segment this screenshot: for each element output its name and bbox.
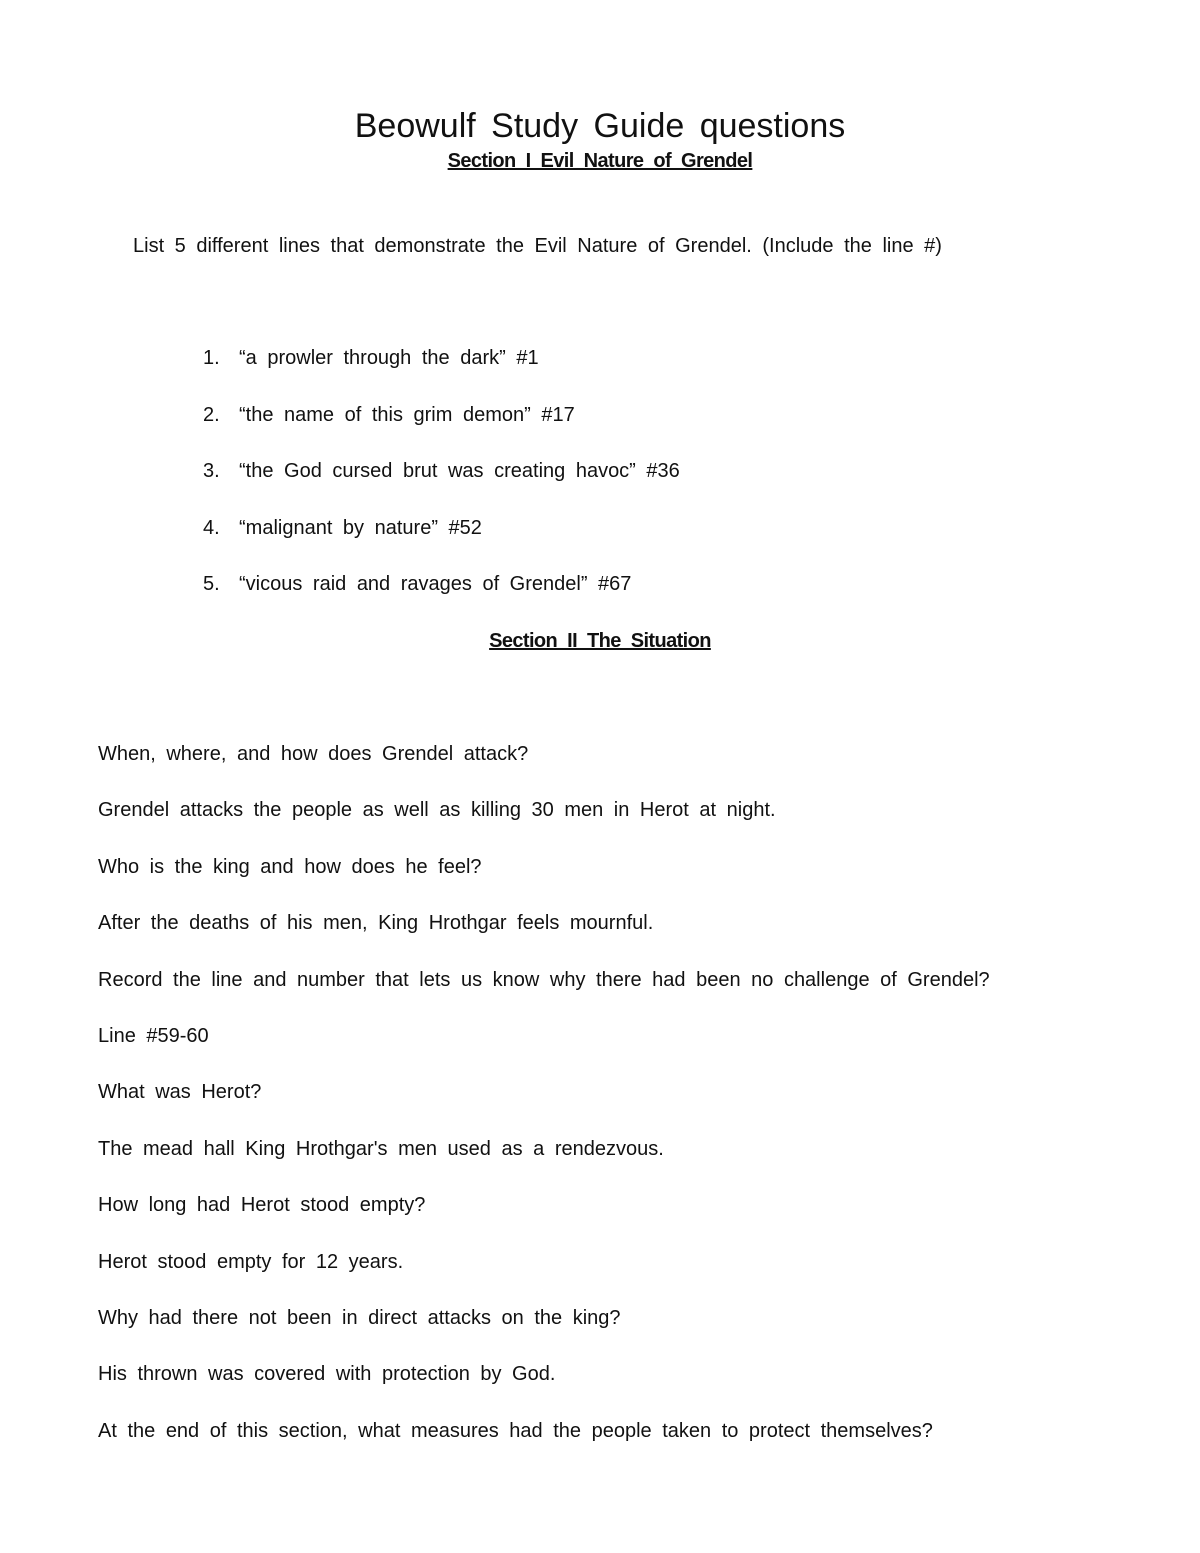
list-item-number: 2. [203, 403, 220, 426]
question-text: Who is the king and how does he feel? [98, 855, 482, 878]
list-item [203, 514, 680, 542]
evil-nature-lines-list [203, 344, 680, 627]
section-2-heading: Section II The Situation [489, 630, 711, 652]
section-1-heading: Section I Evil Nature of Grendel [447, 150, 753, 172]
question-text: Why had there not been in direct attacks on the king? [98, 1306, 621, 1329]
question-text: At the end of this section, what measures had the people taken to protect themselves? [98, 1419, 933, 1442]
list-item-text: “vicous raid and ravages of Grendel” #67 [239, 573, 632, 595]
question-text: How long had Herot stood empty? [98, 1194, 426, 1217]
answer-text: Herot stood empty for 12 years. [98, 1250, 404, 1273]
list-item-text: “the God cursed brut was creating havoc” #36 [239, 460, 680, 482]
question-text: When, where, and how does Grendel attack? [98, 743, 529, 765]
document-title: Beowulf Study Guide questions [354, 107, 846, 145]
list-item-text: “the name of this grim demon” #17 [239, 403, 575, 426]
list-item-number: 5. [203, 573, 220, 595]
section-1-instruction: List 5 different lines that demonstrate the Evil Nature of Grendel. (Include the line #) [133, 235, 942, 257]
question-text: Record the line and number that lets us know why there had been no challenge of Grendel? [98, 968, 990, 991]
answer-text: Line #59-60 [98, 1024, 209, 1047]
list-item [203, 457, 680, 485]
answer-text: His thrown was covered with protection by God. [98, 1363, 556, 1386]
answer-text: After the deaths of his men, King Hrothgar feels mournful. [98, 912, 654, 935]
list-item-number: 4. [203, 516, 220, 539]
list-item [203, 570, 680, 598]
list-item-number: 1. [203, 347, 220, 369]
list-item-text: “malignant by nature” #52 [239, 516, 482, 539]
list-item-number: 3. [203, 460, 220, 482]
list-item-text: “a prowler through the dark” #1 [239, 347, 539, 369]
question-text: What was Herot? [98, 1081, 262, 1104]
list-item [203, 344, 680, 372]
answer-text: Grendel attacks the people as well as killing 30 men in Herot at night. [98, 799, 776, 822]
answer-text: The mead hall King Hrothgar's men used as a rendezvous. [98, 1137, 664, 1160]
list-item [203, 401, 680, 429]
section-2-question-answer-list [98, 740, 990, 1473]
